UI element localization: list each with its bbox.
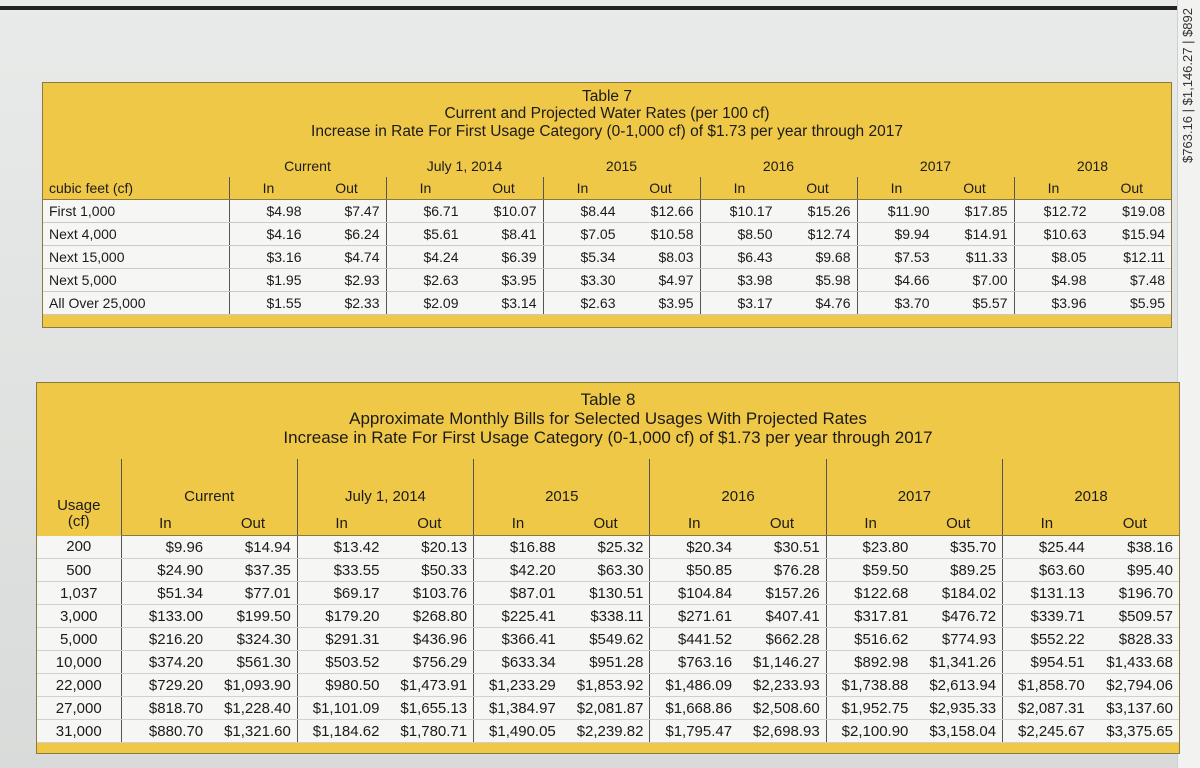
table-7-row-header: cubic feet (cf) (43, 177, 229, 200)
in-value: $1,858.70 (1003, 674, 1091, 697)
out-value: $3.95 (622, 292, 701, 315)
in-value: $3.70 (857, 292, 936, 315)
in-value: $729.20 (121, 674, 209, 697)
in-value: $225.41 (474, 605, 562, 628)
out-value: $1,341.26 (914, 651, 1002, 674)
row-header-spacer (43, 155, 229, 177)
in-header: In (857, 177, 936, 200)
out-value: $37.35 (209, 559, 297, 582)
in-value: $4.98 (1014, 269, 1093, 292)
in-header: In (650, 511, 738, 536)
out-value: $2,081.87 (562, 697, 650, 720)
in-value: $1,384.97 (474, 697, 562, 720)
in-value: $271.61 (650, 605, 738, 628)
row-label: Next 15,000 (43, 246, 229, 269)
table-row (37, 697, 1179, 720)
out-value: $157.26 (738, 582, 826, 605)
in-value: $1,952.75 (826, 697, 914, 720)
table-row (37, 628, 1179, 651)
out-value: $509.57 (1091, 605, 1179, 628)
out-value: $103.76 (385, 582, 473, 605)
in-value: $133.00 (121, 605, 209, 628)
period-header: July 1, 2014 (297, 459, 473, 511)
in-value: $50.85 (650, 559, 738, 582)
out-value: $2,698.93 (738, 720, 826, 743)
in-value: $3.96 (1014, 292, 1093, 315)
in-value: $87.01 (474, 582, 562, 605)
row-label: 22,000 (37, 674, 121, 697)
in-value: $4.98 (229, 200, 308, 223)
in-value: $8.05 (1014, 246, 1093, 269)
row-label: Next 4,000 (43, 223, 229, 246)
in-value: $3.30 (543, 269, 622, 292)
in-value: $1,184.62 (297, 720, 385, 743)
in-value: $8.50 (700, 223, 779, 246)
table-7 (42, 82, 1172, 328)
row-label: 27,000 (37, 697, 121, 720)
out-value: $1,321.60 (209, 720, 297, 743)
out-header: Out (1093, 177, 1172, 200)
out-value: $19.08 (1093, 200, 1172, 223)
table-row (43, 246, 1171, 269)
adjacent-page-margin (1177, 0, 1200, 768)
in-value: $441.52 (650, 628, 738, 651)
out-value: $3,137.60 (1091, 697, 1179, 720)
table-7-note: Increase in Rate For First Usage Category (0-1,000 cf) of $1.73 per year through 2017 (311, 122, 903, 140)
in-value: $9.96 (121, 536, 209, 559)
in-header: In (474, 511, 562, 536)
period-header: 2016 (700, 155, 857, 177)
table-8-title-block (37, 383, 1179, 447)
out-header: Out (308, 177, 387, 200)
in-value: $503.52 (297, 651, 385, 674)
out-value: $38.16 (1091, 536, 1179, 559)
in-value: $5.34 (543, 246, 622, 269)
in-value: $3.16 (229, 246, 308, 269)
out-value: $828.33 (1091, 628, 1179, 651)
row-label: 31,000 (37, 720, 121, 743)
in-value: $1,738.88 (826, 674, 914, 697)
in-header: In (543, 177, 622, 200)
out-value: $15.26 (779, 200, 858, 223)
in-header: In (121, 511, 209, 536)
out-value: $11.33 (936, 246, 1015, 269)
out-value: $2,233.93 (738, 674, 826, 697)
out-value: $1,853.92 (562, 674, 650, 697)
table-7-subtitle: Current and Projected Water Rates (per 100 cf) (444, 105, 770, 123)
in-value: $317.81 (826, 605, 914, 628)
table-row (43, 200, 1171, 223)
row-label: Next 5,000 (43, 269, 229, 292)
out-value: $63.30 (562, 559, 650, 582)
in-value: $11.90 (857, 200, 936, 223)
out-value: $2,935.33 (914, 697, 1002, 720)
in-value: $1,795.47 (650, 720, 738, 743)
table-8-period-row (37, 459, 1179, 511)
in-value: $6.43 (700, 246, 779, 269)
out-value: $2,613.94 (914, 674, 1002, 697)
out-header: Out (914, 511, 1002, 536)
in-value: $6.71 (386, 200, 465, 223)
in-value: $954.51 (1003, 651, 1091, 674)
out-value: $25.32 (562, 536, 650, 559)
in-value: $5.61 (386, 223, 465, 246)
in-value: $2.63 (386, 269, 465, 292)
out-value: $1,093.90 (209, 674, 297, 697)
in-header: In (826, 511, 914, 536)
out-value: $5.95 (1093, 292, 1172, 315)
in-header: In (297, 511, 385, 536)
in-value: $2.63 (543, 292, 622, 315)
period-header: 2017 (826, 459, 1002, 511)
in-value: $216.20 (121, 628, 209, 651)
in-value: $4.16 (229, 223, 308, 246)
out-value: $2,508.60 (738, 697, 826, 720)
in-value: $1,486.09 (650, 674, 738, 697)
row-label: 5,000 (37, 628, 121, 651)
margin-text: $763.16 | $1,146.27 | $892 (1180, 8, 1195, 163)
table-8 (36, 382, 1180, 754)
out-value: $4.74 (308, 246, 387, 269)
out-header: Out (465, 177, 544, 200)
in-value: $980.50 (297, 674, 385, 697)
row-label: 500 (37, 559, 121, 582)
out-value: $10.07 (465, 200, 544, 223)
in-value: $9.94 (857, 223, 936, 246)
table-7-title-block (43, 83, 1171, 140)
top-rule (0, 6, 1178, 10)
in-value: $1,668.86 (650, 697, 738, 720)
in-value: $33.55 (297, 559, 385, 582)
in-value: $633.34 (474, 651, 562, 674)
in-value: $2,087.31 (1003, 697, 1091, 720)
out-value: $95.40 (1091, 559, 1179, 582)
in-header: In (386, 177, 465, 200)
in-value: $104.84 (650, 582, 738, 605)
in-value: $63.60 (1003, 559, 1091, 582)
table-7-title: Table 7 (582, 88, 632, 105)
out-value: $50.33 (385, 559, 473, 582)
in-value: $131.13 (1003, 582, 1091, 605)
in-header: In (1003, 511, 1091, 536)
out-value: $5.98 (779, 269, 858, 292)
out-value: $3.95 (465, 269, 544, 292)
in-value: $59.50 (826, 559, 914, 582)
table-row (37, 674, 1179, 697)
in-value: $552.22 (1003, 628, 1091, 651)
table-row (37, 559, 1179, 582)
out-value: $2,794.06 (1091, 674, 1179, 697)
table-7-grid (43, 155, 1171, 315)
in-value: $13.42 (297, 536, 385, 559)
in-header: In (1014, 177, 1093, 200)
out-value: $7.00 (936, 269, 1015, 292)
out-value: $15.94 (1093, 223, 1172, 246)
period-header: 2016 (650, 459, 826, 511)
row-label: All Over 25,000 (43, 292, 229, 315)
in-header: In (229, 177, 308, 200)
in-value: $339.71 (1003, 605, 1091, 628)
in-value: $42.20 (474, 559, 562, 582)
table-8-note: Increase in Rate For First Usage Category (0-1,000 cf) of $1.73 per year through 2017 (283, 428, 933, 448)
row-label: 200 (37, 536, 121, 559)
out-value: $774.93 (914, 628, 1002, 651)
out-value: $407.41 (738, 605, 826, 628)
period-header: Current (121, 459, 297, 511)
out-value: $951.28 (562, 651, 650, 674)
in-value: $1,233.29 (474, 674, 562, 697)
row-label: First 1,000 (43, 200, 229, 223)
table-8-grid (37, 459, 1179, 743)
out-header: Out (779, 177, 858, 200)
out-value: $662.28 (738, 628, 826, 651)
table-row (37, 720, 1179, 743)
in-value: $892.98 (826, 651, 914, 674)
out-value: $9.68 (779, 246, 858, 269)
table-7-inout-row (43, 177, 1171, 200)
row-label: 1,037 (37, 582, 121, 605)
period-header: 2018 (1014, 155, 1171, 177)
in-value: $51.34 (121, 582, 209, 605)
usage-header-line2: (cf) (67, 512, 90, 530)
out-value: $199.50 (209, 605, 297, 628)
in-value: $20.34 (650, 536, 738, 559)
table-row (37, 582, 1179, 605)
table-row (37, 651, 1179, 674)
in-value: $16.88 (474, 536, 562, 559)
out-value: $76.28 (738, 559, 826, 582)
in-value: $12.72 (1014, 200, 1093, 223)
in-value: $1.95 (229, 269, 308, 292)
out-value: $2.33 (308, 292, 387, 315)
in-value: $3.17 (700, 292, 779, 315)
out-value: $756.29 (385, 651, 473, 674)
out-value: $6.24 (308, 223, 387, 246)
out-value: $8.41 (465, 223, 544, 246)
out-value: $1,655.13 (385, 697, 473, 720)
in-value: $10.63 (1014, 223, 1093, 246)
in-value: $4.24 (386, 246, 465, 269)
in-value: $374.20 (121, 651, 209, 674)
out-value: $561.30 (209, 651, 297, 674)
in-header: In (700, 177, 779, 200)
out-value: $89.25 (914, 559, 1002, 582)
out-value: $35.70 (914, 536, 1002, 559)
out-value: $14.91 (936, 223, 1015, 246)
out-value: $77.01 (209, 582, 297, 605)
in-value: $179.20 (297, 605, 385, 628)
out-value: $1,473.91 (385, 674, 473, 697)
out-value: $12.74 (779, 223, 858, 246)
out-value: $7.48 (1093, 269, 1172, 292)
out-header: Out (1091, 511, 1179, 536)
out-header: Out (622, 177, 701, 200)
in-value: $122.68 (826, 582, 914, 605)
out-value: $549.62 (562, 628, 650, 651)
out-value: $17.85 (936, 200, 1015, 223)
in-value: $4.66 (857, 269, 936, 292)
out-value: $2,239.82 (562, 720, 650, 743)
out-value: $196.70 (1091, 582, 1179, 605)
out-value: $6.39 (465, 246, 544, 269)
table-8-title: Table 8 (580, 390, 636, 409)
out-header: Out (936, 177, 1015, 200)
out-value: $268.80 (385, 605, 473, 628)
table-row (43, 223, 1171, 246)
in-value: $2,100.90 (826, 720, 914, 743)
table-row (37, 605, 1179, 628)
out-header: Out (738, 511, 826, 536)
out-value: $4.76 (779, 292, 858, 315)
row-label: 3,000 (37, 605, 121, 628)
in-value: $1,490.05 (474, 720, 562, 743)
out-value: $3.14 (465, 292, 544, 315)
out-value: $1,228.40 (209, 697, 297, 720)
in-value: $7.05 (543, 223, 622, 246)
in-value: $7.53 (857, 246, 936, 269)
out-value: $1,780.71 (385, 720, 473, 743)
out-header: Out (209, 511, 297, 536)
out-value: $10.58 (622, 223, 701, 246)
table-row (43, 292, 1171, 315)
out-value: $30.51 (738, 536, 826, 559)
out-value: $1,146.27 (738, 651, 826, 674)
in-value: $3.98 (700, 269, 779, 292)
out-value: $4.97 (622, 269, 701, 292)
in-value: $1,101.09 (297, 697, 385, 720)
out-value: $12.66 (622, 200, 701, 223)
out-value: $2.93 (308, 269, 387, 292)
table-7-period-row (43, 155, 1171, 177)
in-value: $25.44 (1003, 536, 1091, 559)
out-header: Out (385, 511, 473, 536)
out-value: $1,433.68 (1091, 651, 1179, 674)
in-value: $880.70 (121, 720, 209, 743)
row-label: 10,000 (37, 651, 121, 674)
table-row (37, 536, 1179, 559)
in-value: $10.17 (700, 200, 779, 223)
in-value: $2.09 (386, 292, 465, 315)
in-value: $291.31 (297, 628, 385, 651)
out-value: $12.11 (1093, 246, 1172, 269)
period-header: 2017 (857, 155, 1014, 177)
out-value: $3,158.04 (914, 720, 1002, 743)
in-value: $366.41 (474, 628, 562, 651)
table-8-row-header (37, 459, 121, 536)
period-header: 2018 (1003, 459, 1179, 511)
usage-header-line1: Usage (57, 497, 101, 514)
out-value: $436.96 (385, 628, 473, 651)
in-value: $763.16 (650, 651, 738, 674)
out-header: Out (562, 511, 650, 536)
period-header: July 1, 2014 (386, 155, 543, 177)
out-value: $324.30 (209, 628, 297, 651)
in-value: $516.62 (826, 628, 914, 651)
out-value: $8.03 (622, 246, 701, 269)
out-value: $5.57 (936, 292, 1015, 315)
period-header: 2015 (474, 459, 650, 511)
out-value: $7.47 (308, 200, 387, 223)
table-8-inout-row (37, 511, 1179, 536)
out-value: $14.94 (209, 536, 297, 559)
out-value: $184.02 (914, 582, 1002, 605)
in-value: $23.80 (826, 536, 914, 559)
in-value: $1.55 (229, 292, 308, 315)
period-header: 2015 (543, 155, 700, 177)
in-value: $818.70 (121, 697, 209, 720)
in-value: $24.90 (121, 559, 209, 582)
period-header: Current (229, 155, 386, 177)
out-value: $3,375.65 (1091, 720, 1179, 743)
table-8-subtitle: Approximate Monthly Bills for Selected Usages With Projected Rates (349, 409, 867, 429)
out-value: $476.72 (914, 605, 1002, 628)
in-value: $2,245.67 (1003, 720, 1091, 743)
table-row (43, 269, 1171, 292)
in-value: $69.17 (297, 582, 385, 605)
out-value: $130.51 (562, 582, 650, 605)
in-value: $8.44 (543, 200, 622, 223)
out-value: $338.11 (562, 605, 650, 628)
out-value: $20.13 (385, 536, 473, 559)
